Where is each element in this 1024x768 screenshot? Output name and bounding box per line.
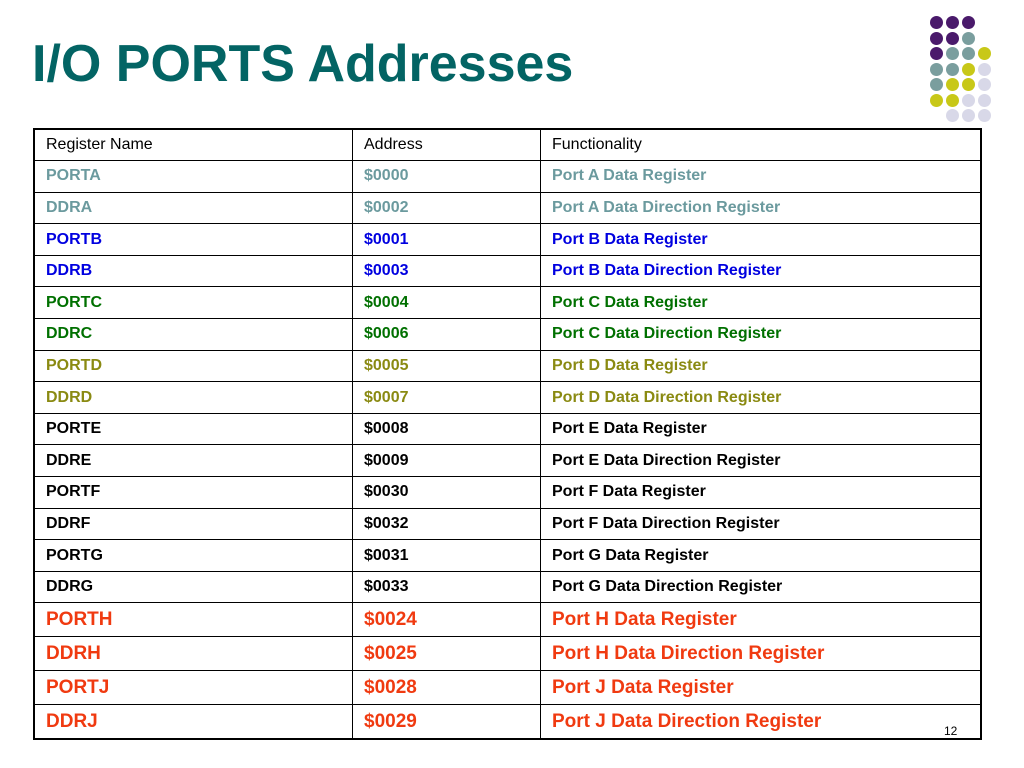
decorative-dot	[962, 32, 975, 45]
address-cell: $0031	[353, 540, 541, 572]
header-address: Address	[353, 129, 541, 161]
register-name-cell: DDRF	[34, 508, 353, 540]
decorative-dot	[946, 94, 959, 107]
decorative-dot	[930, 78, 943, 91]
address-cell: $0007	[353, 382, 541, 414]
register-table	[33, 128, 982, 740]
register-name-cell: PORTE	[34, 413, 353, 445]
functionality-cell: Port A Data Register	[541, 161, 982, 193]
decorative-dot-grid	[0, 0, 1024, 130]
functionality-cell: Port J Data Register	[541, 671, 982, 705]
register-name-cell: PORTA	[34, 161, 353, 193]
table-row	[34, 540, 981, 572]
decorative-dot	[978, 109, 991, 122]
functionality-cell: Port D Data Register	[541, 350, 982, 382]
table-row	[34, 255, 981, 287]
register-name-cell: DDRE	[34, 445, 353, 477]
decorative-dot	[962, 47, 975, 60]
address-cell: $0033	[353, 571, 541, 603]
table-row	[34, 192, 981, 224]
table-row	[34, 637, 981, 671]
decorative-dot	[962, 109, 975, 122]
address-cell: $0028	[353, 671, 541, 705]
register-name-cell: DDRJ	[34, 705, 353, 739]
slide-title: I/O PORTS Addresses	[32, 35, 574, 93]
decorative-dot	[930, 47, 943, 60]
decorative-dot	[962, 78, 975, 91]
functionality-cell: Port C Data Direction Register	[541, 319, 982, 351]
register-name-cell: DDRD	[34, 382, 353, 414]
register-name-cell: DDRB	[34, 255, 353, 287]
functionality-cell: Port H Data Register	[541, 603, 982, 637]
header-functionality: Functionality	[541, 129, 982, 161]
decorative-dot	[930, 94, 943, 107]
page-number: 12	[944, 724, 958, 738]
address-cell: $0008	[353, 413, 541, 445]
table-row	[34, 413, 981, 445]
decorative-dot	[962, 63, 975, 76]
register-name-cell: DDRH	[34, 637, 353, 671]
decorative-dot	[978, 63, 991, 76]
functionality-cell: Port F Data Direction Register	[541, 508, 982, 540]
decorative-dot	[930, 32, 943, 45]
functionality-cell: Port G Data Register	[541, 540, 982, 572]
table-row	[34, 224, 981, 256]
address-cell: $0001	[353, 224, 541, 256]
table-row	[34, 571, 981, 603]
address-cell: $0005	[353, 350, 541, 382]
decorative-dot	[946, 78, 959, 91]
register-name-cell: PORTF	[34, 477, 353, 509]
table-row	[34, 508, 981, 540]
address-cell: $0002	[353, 192, 541, 224]
functionality-cell: Port B Data Register	[541, 224, 982, 256]
functionality-cell: Port D Data Direction Register	[541, 382, 982, 414]
functionality-cell: Port H Data Direction Register	[541, 637, 982, 671]
decorative-dot	[946, 32, 959, 45]
table-row	[34, 445, 981, 477]
address-cell: $0025	[353, 637, 541, 671]
decorative-dot	[962, 16, 975, 29]
decorative-dot	[946, 47, 959, 60]
address-cell: $0000	[353, 161, 541, 193]
decorative-dot	[930, 63, 943, 76]
register-name-cell: PORTD	[34, 350, 353, 382]
address-cell: $0003	[353, 255, 541, 287]
table-row	[34, 287, 981, 319]
functionality-cell: Port E Data Register	[541, 413, 982, 445]
register-name-cell: PORTG	[34, 540, 353, 572]
register-name-cell: DDRA	[34, 192, 353, 224]
functionality-cell: Port E Data Direction Register	[541, 445, 982, 477]
decorative-dot	[946, 16, 959, 29]
functionality-cell: Port F Data Register	[541, 477, 982, 509]
decorative-dot	[978, 94, 991, 107]
functionality-cell: Port J Data Direction Register	[541, 705, 982, 739]
register-name-cell: PORTJ	[34, 671, 353, 705]
address-cell: $0006	[353, 319, 541, 351]
register-name-cell: PORTB	[34, 224, 353, 256]
address-cell: $0009	[353, 445, 541, 477]
functionality-cell: Port A Data Direction Register	[541, 192, 982, 224]
decorative-dot	[978, 78, 991, 91]
decorative-dot	[962, 94, 975, 107]
register-name-cell: PORTC	[34, 287, 353, 319]
decorative-dot	[946, 63, 959, 76]
address-cell: $0004	[353, 287, 541, 319]
table-row	[34, 477, 981, 509]
address-cell: $0029	[353, 705, 541, 739]
decorative-dot	[978, 47, 991, 60]
register-name-cell: DDRC	[34, 319, 353, 351]
register-name-cell: DDRG	[34, 571, 353, 603]
table-row	[34, 350, 981, 382]
table-row	[34, 705, 981, 739]
functionality-cell: Port G Data Direction Register	[541, 571, 982, 603]
functionality-cell: Port C Data Register	[541, 287, 982, 319]
table-row	[34, 671, 981, 705]
address-cell: $0032	[353, 508, 541, 540]
table-row	[34, 319, 981, 351]
functionality-cell: Port B Data Direction Register	[541, 255, 982, 287]
register-name-cell: PORTH	[34, 603, 353, 637]
table-row	[34, 161, 981, 193]
table-row	[34, 603, 981, 637]
table-row	[34, 382, 981, 414]
decorative-dot	[930, 16, 943, 29]
decorative-dot	[946, 109, 959, 122]
table-header-row	[34, 129, 981, 161]
address-cell: $0024	[353, 603, 541, 637]
header-register-name: Register Name	[34, 129, 353, 161]
address-cell: $0030	[353, 477, 541, 509]
